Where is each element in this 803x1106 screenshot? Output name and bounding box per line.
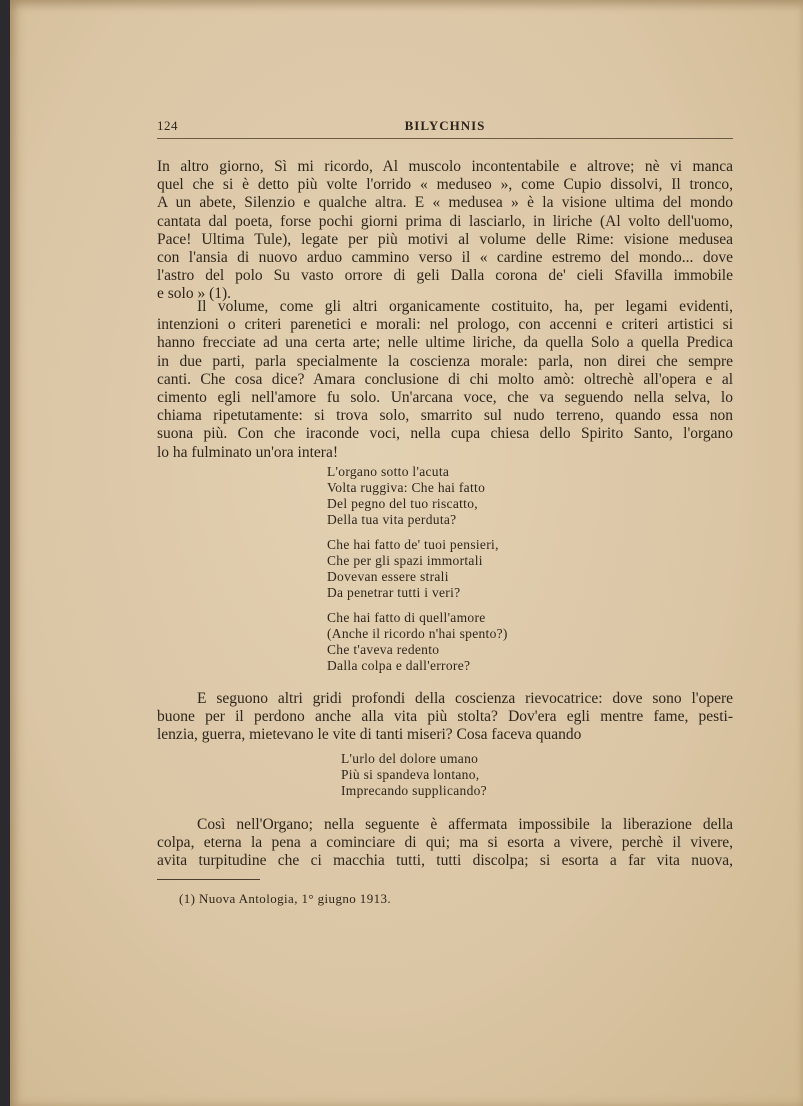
verse-line: Che hai fatto di quell'amore xyxy=(327,610,486,625)
page-number: 124 xyxy=(157,118,178,133)
poem-stanza-3 xyxy=(327,610,508,674)
text-line: buone per il perdono anche alla vita più stolta? Dov'era egli mentre fame, pesti- xyxy=(157,708,733,726)
text-line: suona più. Con che iraconde voci, nella cupa chiesa dello Spirito Santo, l'organo xyxy=(157,425,733,443)
text-line: canti. Che cosa dice? Amara conclusione di chi molto amò: oltrechè all'opera e al xyxy=(157,370,733,388)
footnote: (1) Nuova Antologia, 1° giugno 1913. xyxy=(179,891,392,906)
verse-line: Della tua vita perduta? xyxy=(327,512,457,527)
verse-line: Dovevan essere strali xyxy=(327,569,449,584)
text-line: e solo » (1). xyxy=(157,285,232,303)
text-line: In altro giorno, Sì mi ricordo, Al muscolo incontentabile e altrove; nè vi manca xyxy=(157,158,733,175)
verse-line: Del pegno del tuo riscatto, xyxy=(327,496,478,511)
text-line: lo ha fulminato un'ora intera! xyxy=(157,443,338,461)
text-line: hanno frecciate ad una certa arte; nelle ultime liriche, da quella Solo a quella Predica xyxy=(157,334,733,352)
text-line: avita turpitudine che ci macchia tutti, tutti discolpa; si esorta a far vita nuova, xyxy=(157,852,733,870)
text-line: quel che si è detto più volte l'orrido « meduseo », come Cupio dissolvi, Il tronco, xyxy=(157,176,733,194)
running-header xyxy=(157,118,733,138)
text-line: cimento egli nell'amore fu solo. Un'arcana voce, che va seguendo nella selva, lo xyxy=(157,389,733,407)
text-line: lenzia, guerra, mietevano le vite di tanti miseri? Cosa faceva quando xyxy=(157,726,582,744)
text-line: chiama ripetutamente: si trova solo, smarrito sul nudo terreno, quando essa non xyxy=(157,407,733,425)
paragraph-1 xyxy=(157,158,733,304)
footnote-rule xyxy=(157,879,260,880)
text-line: in due parti, parla specialmente la coscienza morale: parla, non direi che sempre xyxy=(157,352,733,370)
verse-line: (Anche il ricordo n'hai spento?) xyxy=(327,626,508,641)
running-title: BILYCHNIS xyxy=(404,118,486,133)
paragraph-2 xyxy=(157,298,733,462)
text-line: Pace! Ultima Tule), legate per più motivi al volume delle Rime: visione medusea xyxy=(157,230,733,248)
poem-stanza-1 xyxy=(327,464,485,528)
verse-line: Che hai fatto de' tuoi pensieri, xyxy=(327,537,499,552)
verse-line: Da penetrar tutti i veri? xyxy=(327,585,461,600)
book-page xyxy=(10,0,803,1106)
paragraph-4 xyxy=(157,816,733,871)
header-rule xyxy=(157,138,733,139)
text-line: intenzioni o criteri parenetici e morali: nel prologo, con accenni e criteri artistici si xyxy=(157,316,733,334)
poem-stanza-2 xyxy=(327,537,499,601)
verse-line: L'organo sotto l'acuta xyxy=(327,464,450,479)
text-line: A un abete, Silenzio e qualche altra. E « medusea » è la visione ultima del mondo xyxy=(157,194,733,212)
text-line: l'astro del polo Su vasto orrore di geli Dalla corona de' cieli Sfavilla immobile xyxy=(157,267,733,285)
text-line: colpa, eterna la pena a cominciare di qui; ma si esorta a vivere, perchè il vivere, xyxy=(157,834,733,852)
verse-line: Più si spandeva lontano, xyxy=(341,767,480,782)
poem-stanza-4 xyxy=(341,751,487,799)
verse-line: Dalla colpa e dall'errore? xyxy=(327,658,471,673)
verse-line: Che per gli spazi immortali xyxy=(327,553,483,568)
text-line: cantata dal poeta, forse pochi giorni prima di lasciarlo, in liriche (Al volto dell'uomo, xyxy=(157,212,733,230)
text-line: Così nell'Organo; nella seguente è affermata impossibile la liberazione della xyxy=(197,816,733,833)
paragraph-3 xyxy=(157,690,733,745)
text-line: Il volume, come gli altri organicamente costituito, ha, per legami evidenti, xyxy=(197,298,733,315)
text-line: E seguono altri gridi profondi della coscienza rievocatrice: dove sono l'opere xyxy=(197,690,733,707)
verse-line: Imprecando supplicando? xyxy=(341,783,487,798)
verse-line: Che t'aveva redento xyxy=(327,642,440,657)
text-line: con l'ansia di nuovo arduo cammino verso il « cardine estremo del mondo... dove xyxy=(157,249,733,267)
verse-line: L'urlo del dolore umano xyxy=(341,751,479,766)
verse-line: Volta ruggiva: Che hai fatto xyxy=(327,480,486,495)
